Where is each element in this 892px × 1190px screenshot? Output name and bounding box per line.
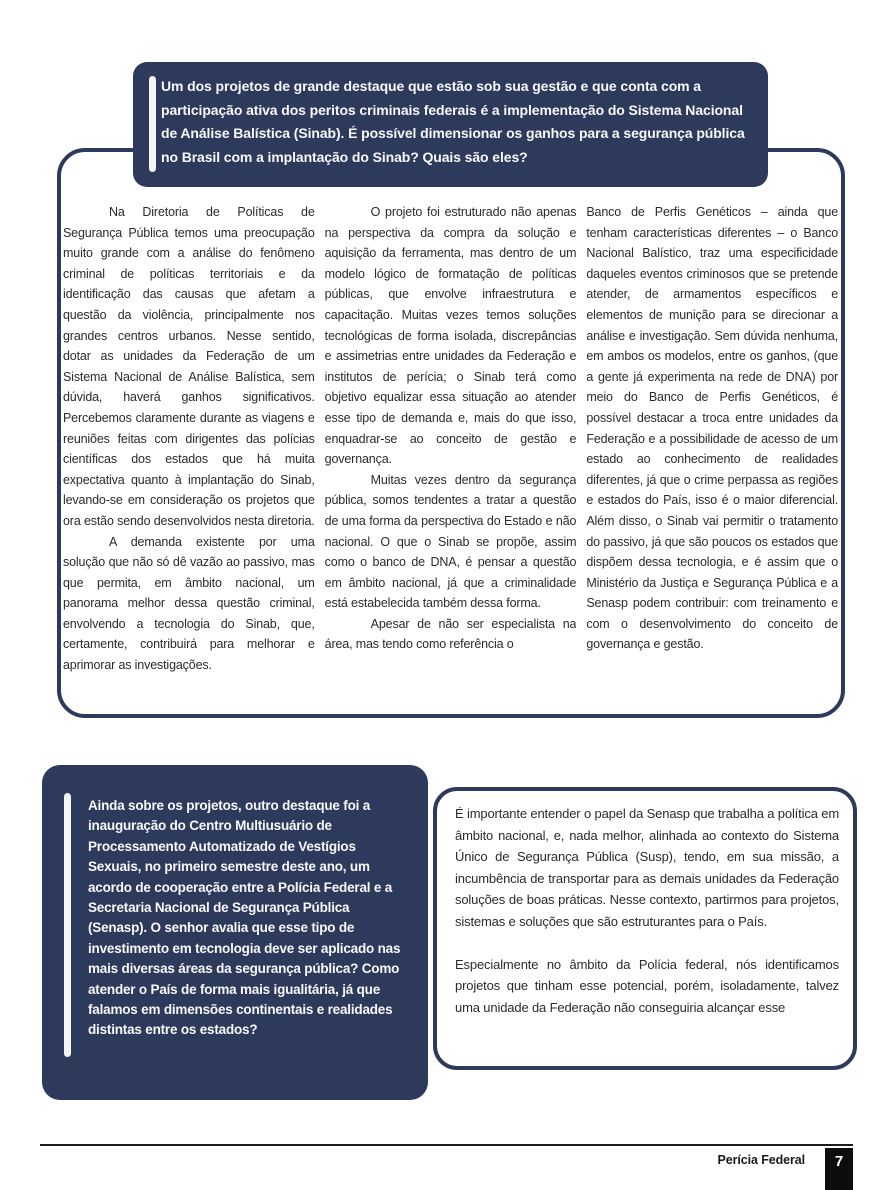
paragraph: Muitas vezes dentro da segurança pública, somos tendentes a tratar a questão de uma forma da perspectiva do Estado e não nacional. O que o Sinab se propõe, assim como o banco de DNA, é pensar a questão em âmbito nacional, já que a criminalidade está estabelecida também dessa forma. bbox=[324, 472, 577, 611]
paragraph: Especialmente no âmbito da Polícia federal, nós identificamos projetos que tinham esse potencial, porém, isoladamente, talvez uma unidade da Federação não conseguiria alcançar esse bbox=[455, 956, 839, 1015]
magazine-name: Perícia Federal bbox=[717, 1153, 805, 1167]
answer-1-columns bbox=[63, 202, 838, 710]
page-number: 7 bbox=[834, 1153, 844, 1170]
question-box-1 bbox=[133, 62, 768, 187]
paragraph: Banco de Perfis Genéticos – ainda que tenham características diferentes – o Banco Nacional Balístico, traz uma especificidade daqueles eventos criminosos que se pretende atender, de armamentos específicos e elementos de munição para se direcionar a análise e investigação. Sem dúvida nenhuma, em ambos os modelos, entre os ganhos, (que a gente já experimenta na rede de DNA) por meio do Banco de Perfis Genéticos, é possível destacar a troca entre unidades da Federação e a possibilidade de acesso de um estado ao conhecimento de realidades diferentes, já que o crime perpassa as regiões e estados do País, isso é o maior diferencial. Além disso, o Sinab vai permitir o tratamento do passivo, já que são poucos os estados que dispõem dessa tecnologia, e é assim que o Ministério da Justiça e Segurança Pública e a Senasp podem contribuir: com treinamento e com o desenvolvimento do conceito de governança e gestão. bbox=[586, 205, 838, 652]
answer-1-column-3 bbox=[586, 202, 838, 710]
answer-2-text bbox=[455, 803, 839, 1053]
page-number-box bbox=[825, 1148, 853, 1190]
paragraph: O projeto foi estruturado não apenas na perspectiva da compra da solução e aquisição da ferramenta, mas dentro de um modelo lógico de formatação de políticas públicas, que envolve infraestrutura e capacitação. Muitas vezes temos soluções tecnológicas de forma isolada, discrepâncias e assimetrias entre unidades da Federação e institutos de perícia; o Sinab terá como objetivo equalizar essa situação ao atender esse tipo de demanda e, mais do que isso, enquadrar-se ao conceito de gestão e governança. bbox=[324, 205, 577, 467]
paragraph: A demanda existente por uma solução que não só dê vazão ao passivo, mas que permita, em âmbito nacional, um panorama melhor dessa questão criminal, envolvendo a tecnologia do Sinab, que, certamente, contribuirá para melhorar e aprimorar as investigações. bbox=[63, 534, 315, 673]
paragraph: É importante entender o papel da Senasp que trabalha a política em âmbito nacional, e, nada melhor, alinhada ao contexto do Sistema Único de Segurança Pública (Susp), tendo, em sua missão, a incumbência de transportar para as demais unidades da Federação soluções de boas práticas. Nesse contexto, partirmos para projetos, sistemas e soluções que são estruturantes para o País. bbox=[455, 806, 839, 929]
question-1-text: Um dos projetos de grande destaque que estão sob sua gestão e que conta com a participação ativa dos peritos criminais federais é a implementação do Sistema Nacional de Análise Balística (Sinab). É possível dimensionar os ganhos para a segurança pública no Brasil com a implantação do Sinab? Quais são eles? bbox=[161, 78, 745, 166]
accent-bar bbox=[149, 76, 156, 172]
question-box-2 bbox=[42, 765, 428, 1100]
paragraph: Apesar de não ser especialista na área, mas tendo como referência o bbox=[324, 616, 577, 652]
question-2-text: Ainda sobre os projetos, outro destaque foi a inauguração do Centro Multiusuário de Processamento Automatizado de Vestígios Sexuais, no primeiro semestre deste ano, um acordo de cooperação entre a Polícia Federal e a Secretaria Nacional de Segurança Pública (Senasp). O senhor avalia que esse tipo de investimento em tecnologia deve ser aplicado nas mais diversas áreas da segurança pública? Como atender o País de forma mais igualitária, já que falamos em dimensões continentais e realidades distintas entre os estados? bbox=[88, 798, 401, 1038]
paragraph: Na Diretoria de Políticas de Segurança Pública temos uma preocupação muito grande com a análise do fenômeno criminal de políticas territoriais e da identificação das causas que afetam a questão da violência, principalmente nos grandes centros urbanos. Nesse sentido, dotar as unidades da Federação de um Sistema Nacional de Análise Balística, sem dúvida, haverá ganhos significativos. Percebemos claramente durante as viagens e reuniões feitas com dirigentes das polícias científicas dos estados que há muita expectativa quanto à implantação do Sinab, levando-se em consideração os projetos que ora estão sendo desenvolvidos nesta diretoria. bbox=[63, 205, 315, 528]
footer-rule bbox=[40, 1144, 853, 1146]
answer-1-column-1 bbox=[63, 202, 315, 710]
answer-1-column-2 bbox=[325, 202, 577, 710]
accent-bar bbox=[64, 793, 71, 1057]
